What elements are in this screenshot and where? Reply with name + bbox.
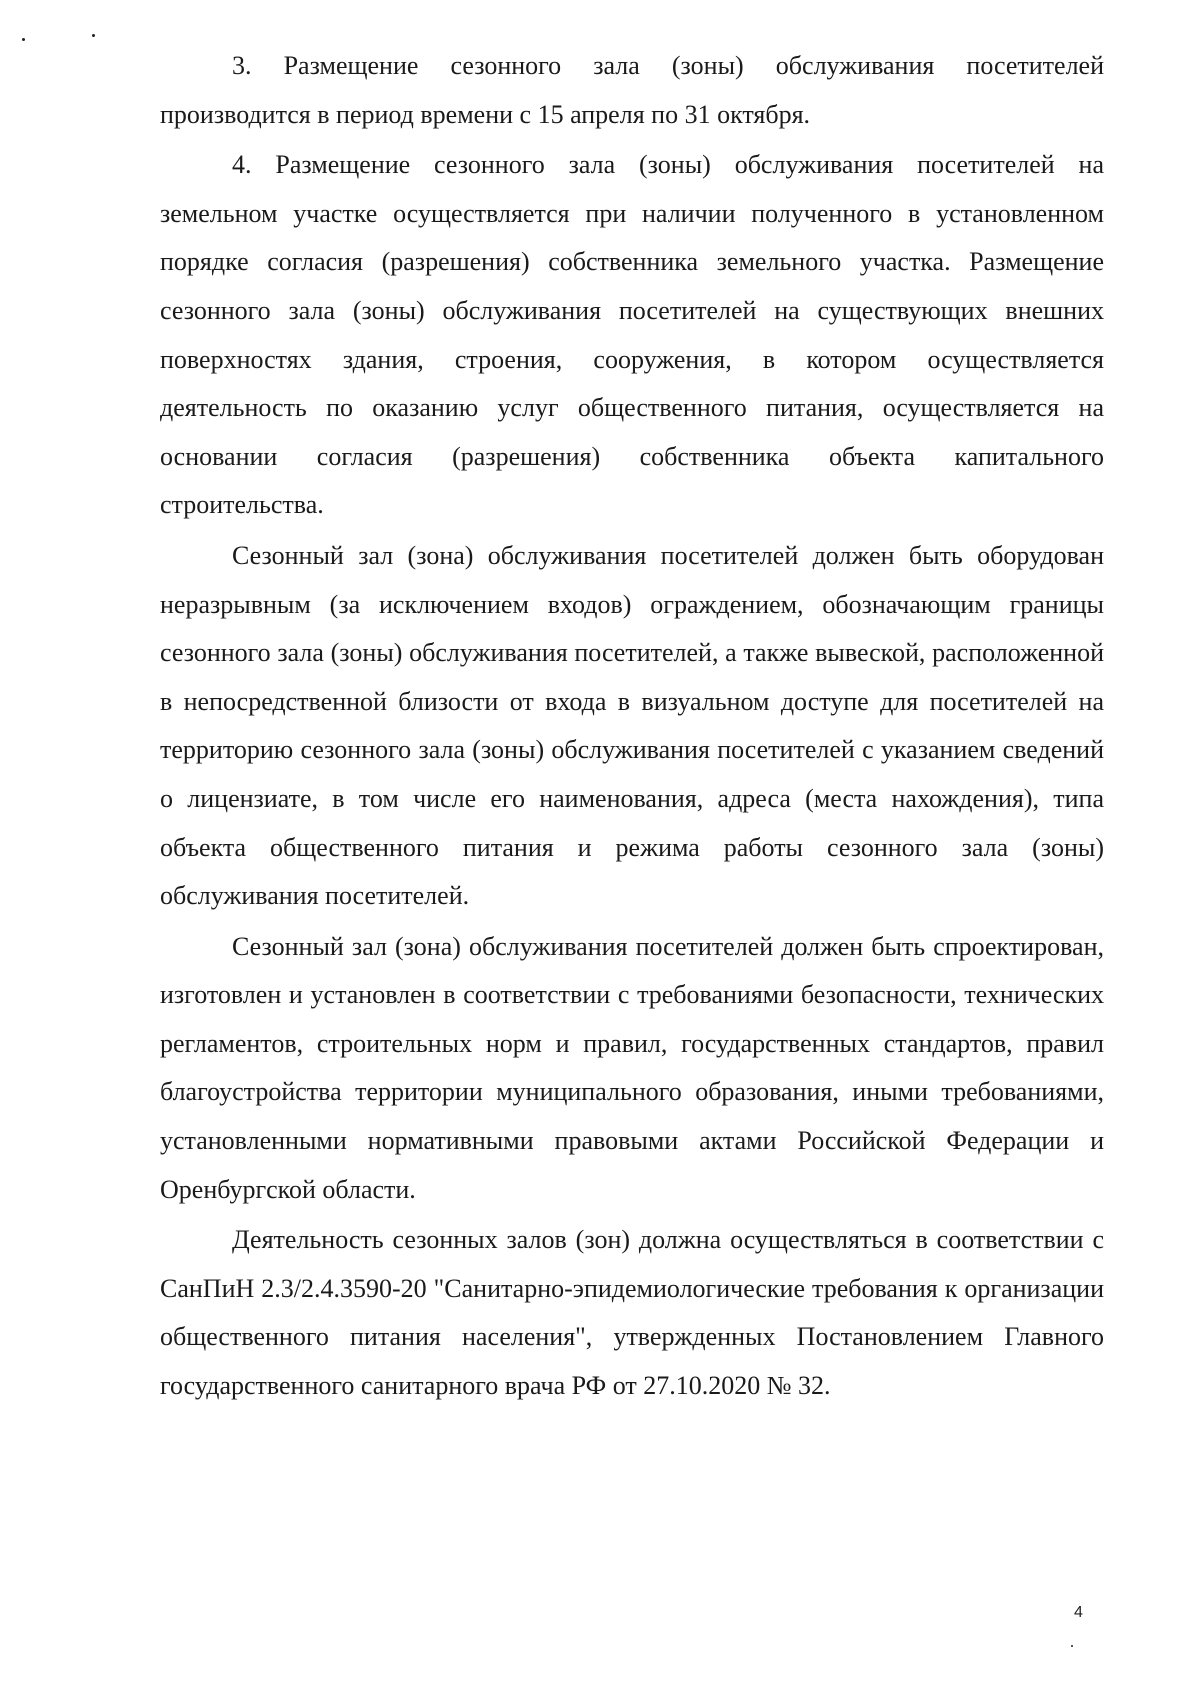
scan-speck	[1071, 1645, 1073, 1647]
paragraph-sanitary-rules: Деятельность сезонных залов (зон) должна осуществляться в соответствии с СанПиН 2.3/2.4.3590-20 "Санитарно-эпидемиологические требования к организации общественного питания населения", утвержденных Постановлением Главного государственного санитарного врача РФ от 27.10.2020 № 32.	[160, 1225, 1104, 1401]
scan-speck	[92, 34, 95, 37]
paragraph-fencing-signage: Сезонный зал (зона) обслуживания посетителей должен быть оборудован неразрывным (за исключением входов) ограждением, обозначающим границы сезонного зала (зоны) обслуживания посетителей, а также вывеской, расположенной в непосредственной близости от входа в визуальном доступе для посетителей на территорию сезонного зала (зоны) обслуживания посетителей с указанием сведений о лицензиате, в том числе его наименования, адреса (места нахождения), типа объекта общественного питания и режима работы сезонного зала (зоны) обслуживания посетителей.	[160, 540, 1104, 911]
paragraph-item-4: 4. Размещение сезонного зала (зоны) обслуживания посетителей на земельном участке осуществляется при наличии полученного в установленном порядке согласия (разрешения) собственника земельного участка. Размещение сезонного зала (зоны) обслуживания посетителей на существующих внешних поверхностях здания, строения, сооружения, в котором осуществляется деятельность по оказанию услуг общественного питания, осуществляется на основании согласия (разрешения) собственника объекта капитального строительства.	[160, 150, 1104, 520]
document-body	[160, 42, 1104, 1413]
page-number: 4	[1074, 1604, 1083, 1621]
paragraph-item-3: 3. Размещение сезонного зала (зоны) обслуживания посетителей производится в период времени с 15 апреля по 31 октября.	[160, 51, 1104, 129]
scan-speck	[22, 38, 25, 41]
paragraph-design-requirements: Сезонный зал (зона) обслуживания посетителей должен быть спроектирован, изготовлен и установлен в соответствии с требованиями безопасности, технических регламентов, строительных норм и правил, государственных стандартов, правил благоустройства территории муниципального образования, иными требованиями, установленными нормативными правовыми актами Российской Федерации и Оренбургской области.	[160, 931, 1104, 1204]
